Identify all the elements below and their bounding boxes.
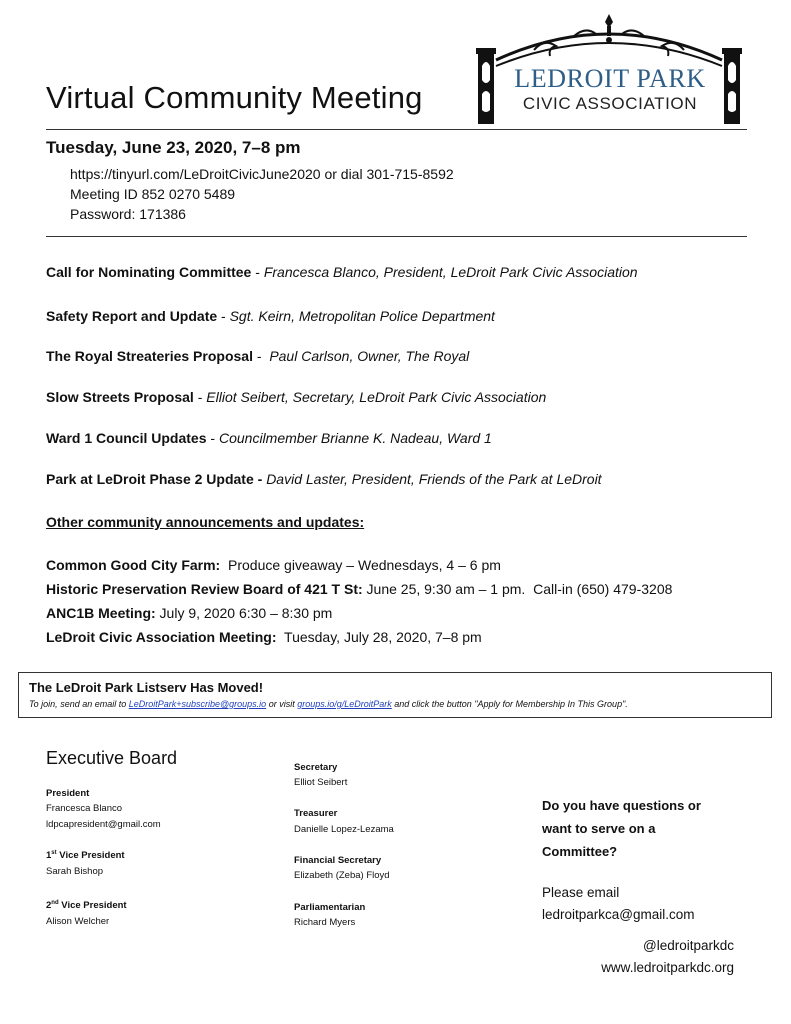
agenda-topic: Safety Report and Update [46,308,218,324]
announcement-label: Common Good City Farm: [46,557,221,573]
treasurer-role: Treasurer [294,808,338,819]
listserv-title: The LeDroit Park Listserv Has Moved! [29,680,264,695]
announcement-text: June 25, 9:30 am – 1 pm. Call-in (650) 479-3208 [362,581,673,597]
agenda-topic: The Royal Streateries Proposal [46,348,253,364]
agenda-speaker: Elliot Seibert, Secretary, LeDroit Park Civic Association [206,389,547,405]
vp1-num: 1 [46,850,52,862]
meeting-password: Password: 171386 [70,206,186,222]
page-title: Virtual Community Meeting [46,80,423,115]
agenda-sep: - [217,308,230,324]
agenda-sep: - [251,264,264,280]
financial-secretary-role: Financial Secretary [294,855,382,866]
listserv-text: and click the button "Apply for Membership In This Group". [391,699,628,709]
logo-line-1: LEDROIT PARK [514,64,706,93]
announcement-item [46,629,482,645]
vp2-role-text: Vice President [58,900,127,912]
meeting-id: Meeting ID 852 0270 5489 [70,186,236,202]
agenda-topic: Park at LeDroit Phase 2 Update - [46,471,263,487]
parliamentarian-name: Richard Myers [294,917,356,928]
announcement-item [46,605,332,621]
listserv-text: or visit [266,699,298,709]
vp2-sup: nd [51,900,59,906]
website-url: www.ledroitparkdc.org [601,960,734,975]
secretary-role: Secretary [294,762,338,773]
secretary-name: Elliot Seibert [294,777,348,788]
agenda-item [46,430,492,446]
listserv-notice-box [18,672,772,718]
listserv-text: To join, send an email to [29,699,129,709]
logo-line-2: CIVIC ASSOCIATION [522,94,698,113]
president-name: Francesca Blanco [46,803,123,814]
please-email-label: Please email [542,885,620,900]
contact-question-line-1: Do you have questions or [542,798,701,813]
agenda-sep: - [206,430,219,446]
social-handle: @ledroitparkdc [643,938,734,953]
announcement-item [46,581,672,597]
announcement-text: Produce giveaway – Wednesdays, 4 – 6 pm [220,557,501,573]
president-role: President [46,788,90,799]
agenda-item [46,264,638,280]
groups-io-link[interactable]: groups.io/g/LeDroitPark [297,699,392,709]
agenda-topic: Call for Nominating Committee [46,264,252,280]
agenda-item [46,348,469,364]
civic-association-logo [474,14,744,126]
vp2-num: 2 [46,900,52,912]
announcement-label: LeDroit Civic Association Meeting: [46,629,277,645]
agenda-item [46,308,495,324]
agenda-sep: - [193,389,207,405]
announcement-text: July 9, 2020 6:30 – 8:30 pm [155,605,333,621]
agenda-speaker: Councilmember Brianne K. Nadeau, Ward 1 [218,430,492,446]
contact-question-line-3: Committee? [542,844,618,859]
vp1-name: Sarah Bishop [46,866,104,877]
announcements-heading: Other community announcements and updates: [46,514,365,530]
agenda-item [46,471,602,487]
agenda-sep: - [252,348,270,364]
executive-board-heading: Executive Board [46,748,178,768]
vp1-role [46,850,125,861]
subscribe-email-link[interactable]: LeDroitPark+subscribe@groups.io [128,699,267,709]
announcement-label: Historic Preservation Review Board of 421 T St: [46,581,363,597]
agenda-topic: Ward 1 Council Updates [46,430,207,446]
announcement-label: ANC1B Meeting: [46,605,156,621]
vp2-role [46,900,127,911]
announcement-item [46,557,501,573]
financial-secretary-name: Elizabeth (Zeba) Floyd [294,870,390,881]
agenda-topic: Slow Streets Proposal [46,389,194,405]
announcement-text: Tuesday, July 28, 2020, 7–8 pm [276,629,482,645]
agenda-speaker: Paul Carlson, Owner, The Royal [269,348,470,364]
listserv-instructions [29,699,628,709]
agenda-speaker: David Laster, President, Friends of the Park at LeDroit [266,471,602,487]
vp1-role-text: Vice President [56,850,125,862]
meeting-date: Tuesday, June 23, 2020, 7–8 pm [46,138,301,157]
vp2-name: Alison Welcher [46,916,110,927]
divider [46,236,747,237]
treasurer-name: Danielle Lopez-Lezama [294,824,394,835]
parliamentarian-role: Parliamentarian [294,902,366,913]
meeting-link: https://tinyurl.com/LeDroitCivicJune2020 or dial 301-715-8592 [70,166,454,182]
contact-question-line-2: want to serve on a [542,821,656,836]
agenda-speaker: Francesca Blanco, President, LeDroit Park Civic Association [263,264,638,280]
divider [46,129,747,130]
vp1-sup: st [51,850,57,856]
agenda-item [46,389,546,405]
agenda-speaker: Sgt. Keirn, Metropolitan Police Department [229,308,495,324]
president-email: ldpcapresident@gmail.com [46,819,161,830]
contact-email: ledroitparkca@gmail.com [542,907,695,922]
